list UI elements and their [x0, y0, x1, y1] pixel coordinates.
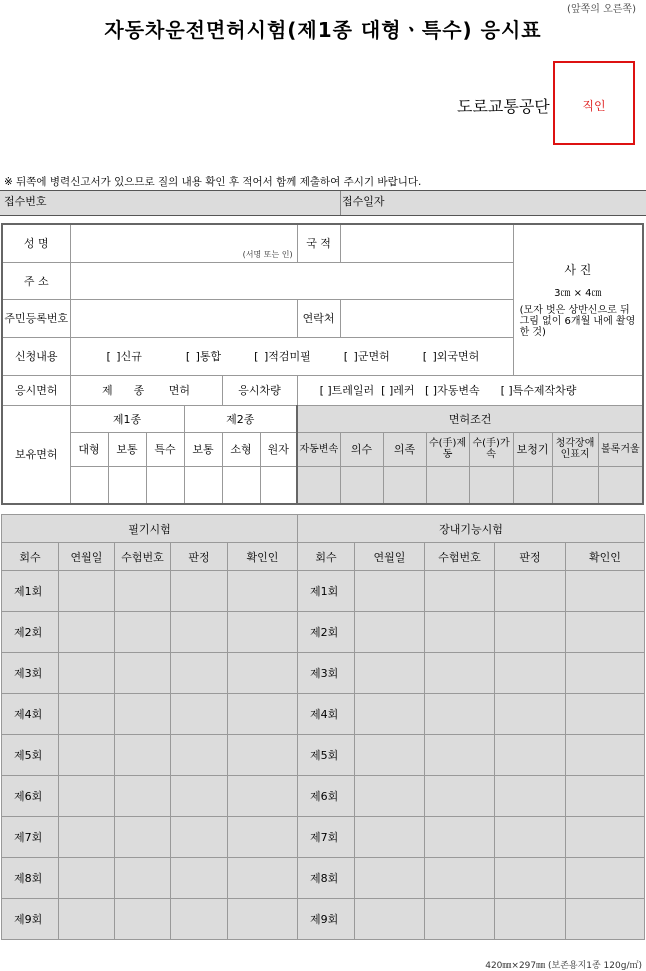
conditions-header: 면허조건	[297, 405, 643, 432]
exam-entry-cell[interactable]	[355, 899, 425, 940]
request-options	[70, 337, 513, 375]
exam-entry-cell[interactable]	[566, 817, 645, 858]
practical-col-round: 회수	[298, 543, 355, 571]
exam-round-row	[2, 653, 645, 694]
written-col-round: 회수	[2, 543, 59, 571]
condition-auto: 자동변속	[297, 432, 340, 466]
exam-entry-cell[interactable]	[495, 612, 566, 653]
exam-round-row	[2, 817, 645, 858]
written-round-label: 제3회	[2, 653, 59, 694]
name-field[interactable]	[70, 224, 297, 262]
page-side-note: (앞쪽의 오른쪽)	[567, 4, 636, 15]
condition-convex-mirror: 볼록거울	[598, 432, 643, 466]
organization-name: 도로교통공단	[457, 97, 550, 116]
exam-entry-cell[interactable]	[115, 899, 171, 940]
exam-entry-cell[interactable]	[355, 776, 425, 817]
practical-col-confirm: 확인인	[566, 543, 645, 571]
exam-entry-cell[interactable]	[171, 776, 228, 817]
class1-header: 제1종	[70, 405, 184, 432]
request-label: 신청내용	[2, 337, 70, 375]
nationality-field[interactable]	[340, 224, 513, 262]
condition-cell[interactable]	[426, 466, 469, 504]
exam-entry-cell[interactable]	[171, 571, 228, 612]
written-round-label: 제5회	[2, 735, 59, 776]
photo-title: 사 진	[564, 263, 592, 278]
exam-entry-cell[interactable]	[566, 612, 645, 653]
receipt-date-label: 접수일자	[342, 195, 385, 208]
held-cell[interactable]	[70, 466, 108, 504]
class2-motor: 원자	[260, 432, 297, 466]
condition-cell[interactable]	[383, 466, 426, 504]
exam-round-row	[2, 899, 645, 940]
exam-entry-cell[interactable]	[566, 735, 645, 776]
written-col-result: 판정	[171, 543, 228, 571]
exam-entry-cell[interactable]	[355, 612, 425, 653]
paper-spec: 420㎜×297㎜ (보존용지1종 120g/㎡)	[485, 961, 642, 971]
exam-entry-cell[interactable]	[115, 653, 171, 694]
photo-size: 3㎝ × 4㎝	[554, 288, 602, 300]
written-col-date: 연월일	[59, 543, 115, 571]
exam-round-row	[2, 571, 645, 612]
held-license-label: 보유면허	[2, 405, 70, 504]
practical-col-date: 연월일	[355, 543, 425, 571]
exam-entry-cell[interactable]	[171, 817, 228, 858]
exam-entry-cell[interactable]	[566, 858, 645, 899]
exam-entry-cell[interactable]	[566, 776, 645, 817]
exam-entry-cell[interactable]	[228, 899, 298, 940]
class1-large: 대형	[70, 432, 108, 466]
exam-entry-cell[interactable]	[495, 899, 566, 940]
exam-entry-cell[interactable]	[115, 694, 171, 735]
exam-entry-cell[interactable]	[59, 858, 115, 899]
written-round-label: 제4회	[2, 694, 59, 735]
written-col-confirm: 확인인	[228, 543, 298, 571]
request-option-merge[interactable]: [ ]통합	[185, 350, 222, 363]
exam-entry-cell[interactable]	[228, 817, 298, 858]
receipt-number-label: 접수번호	[4, 195, 47, 208]
vehicle-options	[297, 375, 643, 405]
exam-entry-cell[interactable]	[228, 735, 298, 776]
exam-entry-cell[interactable]	[425, 776, 495, 817]
written-exam-header: 필기시험	[2, 515, 298, 543]
class1-special: 특수	[146, 432, 184, 466]
exam-entry-cell[interactable]	[59, 612, 115, 653]
exam-entry-cell[interactable]	[115, 858, 171, 899]
exam-entry-cell[interactable]	[115, 776, 171, 817]
request-option-military[interactable]: [ ]군면허	[343, 350, 390, 363]
class2-normal: 보통	[184, 432, 222, 466]
practical-exam-header: 장내기능시험	[298, 515, 645, 543]
exam-entry-cell[interactable]	[355, 571, 425, 612]
exam-entry-cell[interactable]	[425, 817, 495, 858]
class1-normal: 보통	[108, 432, 146, 466]
exam-entry-cell[interactable]	[228, 694, 298, 735]
exam-entry-cell[interactable]	[228, 776, 298, 817]
exam-entry-cell[interactable]	[171, 735, 228, 776]
vehicle-option-auto[interactable]: [ ]자동변속	[425, 384, 480, 397]
exam-entry-cell[interactable]	[495, 858, 566, 899]
exam-entry-cell[interactable]	[59, 899, 115, 940]
exam-entry-cell[interactable]	[495, 694, 566, 735]
condition-hearing-aid: 보청기	[513, 432, 552, 466]
practical-round-label: 제4회	[298, 694, 355, 735]
exam-entry-cell[interactable]	[495, 776, 566, 817]
condition-cell[interactable]	[598, 466, 643, 504]
practical-round-label: 제5회	[298, 735, 355, 776]
request-option-aptitude[interactable]: [ ]적검미필	[254, 350, 311, 363]
exam-entry-cell[interactable]	[171, 653, 228, 694]
practical-col-number: 수험번호	[425, 543, 495, 571]
exam-entry-cell[interactable]	[115, 735, 171, 776]
exam-entry-cell[interactable]	[566, 899, 645, 940]
written-round-label: 제6회	[2, 776, 59, 817]
exam-table	[1, 514, 645, 940]
practical-round-label: 제9회	[298, 899, 355, 940]
exam-entry-cell[interactable]	[59, 817, 115, 858]
condition-cell[interactable]	[297, 466, 340, 504]
condition-cell[interactable]	[340, 466, 383, 504]
class2-small: 소형	[222, 432, 260, 466]
practical-round-label: 제6회	[298, 776, 355, 817]
condition-prosthetic-hand: 의수	[340, 432, 383, 466]
exam-entry-cell[interactable]	[59, 735, 115, 776]
receipt-bar	[0, 190, 646, 216]
exam-entry-cell[interactable]	[566, 571, 645, 612]
exam-entry-cell[interactable]	[425, 694, 495, 735]
exam-entry-cell[interactable]	[425, 612, 495, 653]
request-option-new[interactable]: [ ]신규	[106, 350, 142, 363]
name-label: 성 명	[2, 224, 70, 262]
exam-entry-cell[interactable]	[59, 653, 115, 694]
vehicle-option-trailer[interactable]: [ ]트레일러	[319, 384, 375, 397]
exam-entry-cell[interactable]	[171, 694, 228, 735]
exam-entry-cell[interactable]	[228, 612, 298, 653]
vehicle-option-wrecker[interactable]: [ ]레커	[381, 384, 415, 397]
practical-round-label: 제1회	[298, 571, 355, 612]
seal-label: 직인	[582, 99, 606, 113]
applicant-table	[1, 223, 644, 505]
practical-round-label: 제7회	[298, 817, 355, 858]
request-option-foreign[interactable]: [ ]외국면허	[422, 350, 480, 363]
address-label: 주 소	[2, 262, 70, 299]
exam-entry-cell[interactable]	[355, 735, 425, 776]
exam-entry-cell[interactable]	[228, 571, 298, 612]
exam-entry-cell[interactable]	[59, 776, 115, 817]
condition-cell[interactable]	[469, 466, 513, 504]
practical-round-label: 제8회	[298, 858, 355, 899]
exam-round-row	[2, 612, 645, 653]
id-label: 주민등록번호	[2, 299, 70, 337]
written-round-label: 제1회	[2, 571, 59, 612]
exam-entry-cell[interactable]	[495, 817, 566, 858]
exam-entry-cell[interactable]	[115, 571, 171, 612]
sign-hint: (서명 또는 인)	[242, 249, 293, 259]
exam-entry-cell[interactable]	[495, 653, 566, 694]
page-title: 자동차운전면허시험(제1종 대형ㆍ특수) 응시표	[104, 18, 542, 42]
exam-entry-cell[interactable]	[171, 899, 228, 940]
exam-entry-cell[interactable]	[425, 653, 495, 694]
exam-entry-cell[interactable]	[355, 653, 425, 694]
condition-prosthetic-leg: 의족	[383, 432, 426, 466]
written-round-label: 제2회	[2, 612, 59, 653]
exam-entry-cell[interactable]	[566, 653, 645, 694]
exam-entry-cell[interactable]	[171, 612, 228, 653]
practical-round-label: 제3회	[298, 653, 355, 694]
exam-entry-cell[interactable]	[355, 817, 425, 858]
exam-entry-cell[interactable]	[115, 817, 171, 858]
official-seal-box	[553, 61, 635, 145]
exam-entry-cell[interactable]	[355, 858, 425, 899]
exam-entry-cell[interactable]	[59, 571, 115, 612]
exam-entry-cell[interactable]	[425, 735, 495, 776]
instruction-note: ※ 뒤쪽에 병력신고서가 있으므로 질의 내용 확인 후 적어서 함께 제출하여 주시기 바랍니다.	[4, 176, 422, 188]
vehicle-label: 응시차량	[222, 375, 297, 405]
vehicle-option-special[interactable]: [ ]특수제작차량	[500, 384, 577, 397]
contact-field[interactable]	[340, 299, 513, 337]
exam-round-row	[2, 776, 645, 817]
written-round-label: 제9회	[2, 899, 59, 940]
exam-round-row	[2, 735, 645, 776]
held-cell[interactable]	[222, 466, 260, 504]
contact-label: 연락처	[297, 299, 340, 337]
condition-hand-brake: 수(手)제동	[426, 432, 469, 466]
written-round-label: 제8회	[2, 858, 59, 899]
written-round-label: 제7회	[2, 817, 59, 858]
exam-entry-cell[interactable]	[425, 858, 495, 899]
nationality-label: 국 적	[297, 224, 340, 262]
condition-deaf-sign: 청각장애인표지	[552, 432, 598, 466]
license-value[interactable]: 제 종 면허	[70, 375, 222, 405]
photo-box	[513, 224, 643, 375]
exam-entry-cell[interactable]	[495, 735, 566, 776]
practical-round-label: 제2회	[298, 612, 355, 653]
id-field[interactable]	[70, 299, 297, 337]
photo-note: (모자 벗은 상반신으로 뒤 그림 없이 6개월 내에 촬영한 것)	[519, 305, 636, 339]
held-cell[interactable]	[260, 466, 297, 504]
exam-entry-cell[interactable]	[425, 899, 495, 940]
class2-header: 제2종	[184, 405, 297, 432]
exam-entry-cell[interactable]	[115, 612, 171, 653]
exam-entry-cell[interactable]	[425, 571, 495, 612]
practical-col-result: 판정	[495, 543, 566, 571]
license-label: 응시면허	[2, 375, 70, 405]
written-col-number: 수험번호	[115, 543, 171, 571]
exam-entry-cell[interactable]	[171, 858, 228, 899]
condition-hand-accel: 수(手)가속	[469, 432, 513, 466]
held-cell[interactable]	[108, 466, 146, 504]
exam-entry-cell[interactable]	[59, 694, 115, 735]
exam-entry-cell[interactable]	[495, 571, 566, 612]
exam-entry-cell[interactable]	[228, 858, 298, 899]
exam-round-row	[2, 694, 645, 735]
address-field[interactable]	[70, 262, 513, 299]
held-cell[interactable]	[146, 466, 184, 504]
exam-round-row	[2, 858, 645, 899]
exam-entry-cell[interactable]	[228, 653, 298, 694]
condition-cell[interactable]	[513, 466, 552, 504]
held-cell[interactable]	[184, 466, 222, 504]
condition-cell[interactable]	[552, 466, 598, 504]
exam-entry-cell[interactable]	[355, 694, 425, 735]
exam-entry-cell[interactable]	[566, 694, 645, 735]
